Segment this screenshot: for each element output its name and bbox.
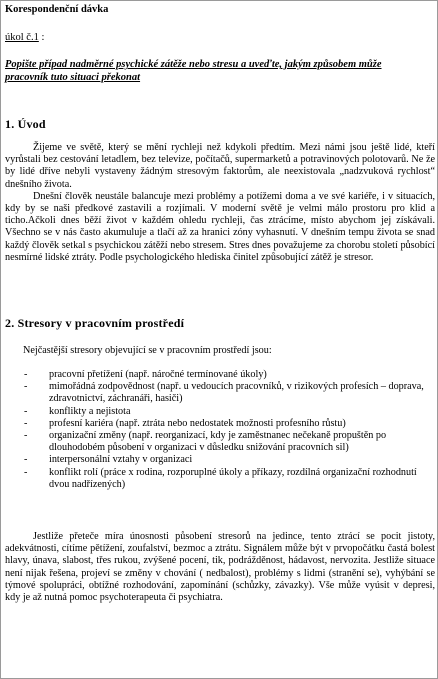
task-label [5,32,44,44]
section-2-lead: Nejčastější stresory objevující se v pracovním prostředí jsou: [23,345,272,356]
section-1-body [5,142,435,264]
section-1-paragraph: Dnešní člověk neustále balancuje mezi problémy a potížemi doma a ve své kariéře, i v situacích, kdy by se naši předkové zastavili a rozjímali. V moderní světě je velmi málo prostoru pro klid a ticho.Ačkoli dnes běží život v každém ohledu rychleji, čas ztrácíme, místo abychom jej získávali. Všechno se v nás často akumuluje a tlačí až za hranici zóny vyhasnutí. V dnešním tempu života se snad každý člověk setkal s psychickou zátěží nebo stresem. Stres dnes považujeme za chorobu století působící nesmírné lidské ztráty. Podle psychologického hlediska činitel způsobující zátěž je stresor. [5,190,435,263]
closing-paragraph: Jestliže přeteče míra únosnosti působení stresorů na jedince, tento ztrácí se pocit jistoty, adekvátnosti, cítíme pětížení, zoufalství, bezmoc a ztrátu. Signálem může být v prvopočátku častá bolest hlavy, únava, slabost, třes rukou, zvýšené pocení, tik, podrážděnost, hádavost, nervozita. Jestliže situace není nijak řešena, projeví se změny v chování ( nedbalost), problémy s lidmi (stranění se), vyhýbání se týmové spolupráci, obtížné rozhodování, zapomínání (schůzky, závazky). Vše může vyúsit v depresi, kdy je až nutná pomoc psychoterapeuta či psychiatra. [5,531,435,604]
task-label-text: úkol č.1 [5,32,39,43]
section-2-title: 2. Stresory v pracovním prostředí [5,316,185,330]
document-header: Korespondenční dávka [5,4,109,15]
list-item: - profesní kariéra (např. ztráta nebo nedostatek možnosti profesního růstu) [5,418,425,430]
list-item: - mimořádná zodpovědnost (např. u vedoucích pracovníků, v rizikových profesích – doprava, zdravotnictví, záchranáři, hasiči) [5,381,425,405]
stressor-list [5,369,425,491]
closing-body [5,531,435,604]
list-item: - organizační změny (např. reorganizací, kdy je zaměstnanec nečekaně propuštěn po dlouhodobém působení v organizaci v důsledku snižování pracovních sil) [5,430,425,454]
section-1-title: 1. Úvod [5,117,46,131]
list-item: - interpersonální vztahy v organizaci [5,454,425,466]
section-1-paragraph: Žijeme ve světě, který se mění rychleji než kdykoli předtím. Mezi námi jsou ještě lidé, kteří vyrůstali bez cestování letadlem, bez televize, počítačů, supermarketů a potravinových polotovarů. Ne že by lidé dříve nebyli vystaveny žádným stresovým faktorům, ale neexistovala „nadzvuková rychlost“ dnešního života. [5,142,435,190]
stressor-list-container [1,369,437,509]
task-label-suffix: : [38,32,45,43]
list-item: - konflikty a nejistota [5,406,425,418]
task-text: Popište případ nadměrné psychické zátěže nebo stresu a uveďte, jakým způsobem může pracovník tuto situaci překonat [5,59,382,83]
list-item: - pracovní přetížení (např. náročné termínované úkoly) [5,369,425,381]
list-item: - konflikt rolí (práce x rodina, rozporuplné úkoly a příkazy, rozdílná organizační rozhodnutí dvou nadřízených) [5,467,425,491]
